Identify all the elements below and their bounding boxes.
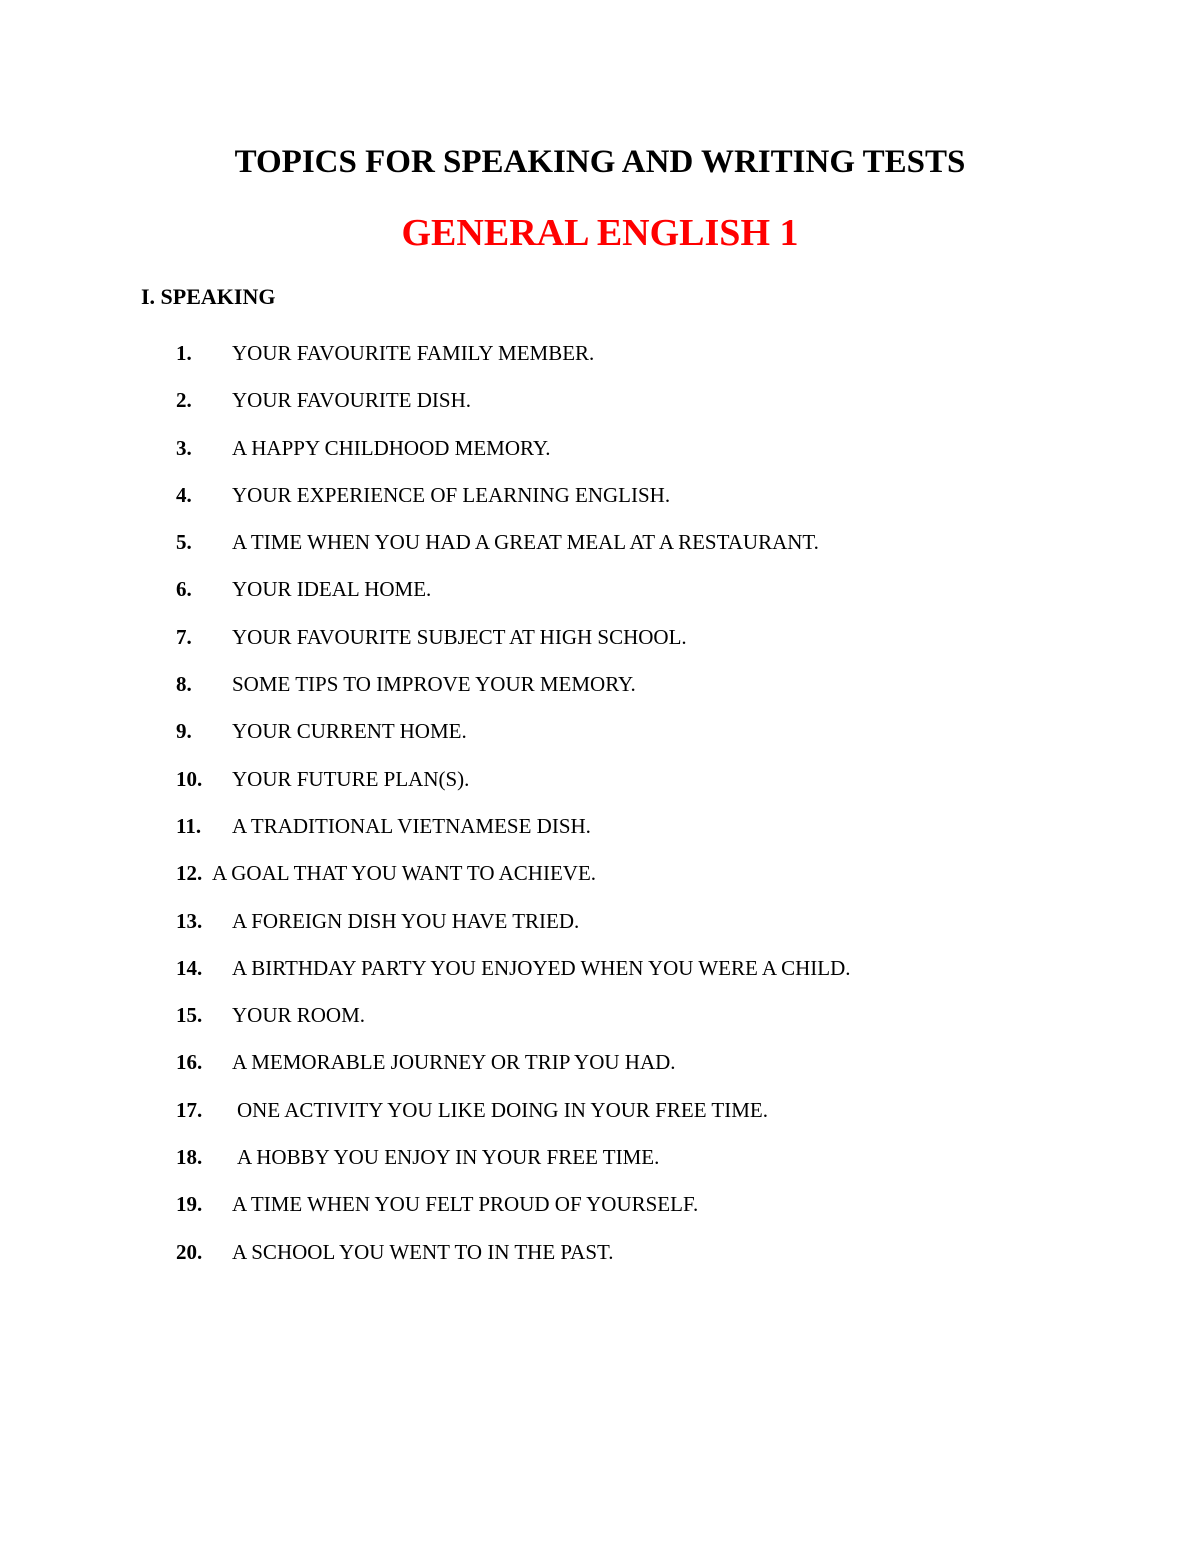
topic-number: 20. <box>176 1239 203 1264</box>
list-item <box>0 762 1200 809</box>
list-item <box>0 904 1200 951</box>
topic-text: A MEMORABLE JOURNEY OR TRIP YOU HAD. <box>232 1050 676 1075</box>
topic-number: 9. <box>176 719 192 744</box>
topic-text: YOUR ROOM. <box>232 1003 366 1028</box>
topic-number: 15. <box>176 1003 203 1028</box>
list-item <box>0 478 1200 525</box>
topic-number: 17. <box>176 1097 203 1122</box>
topic-text: YOUR FAVOURITE DISH. <box>232 388 471 413</box>
topic-number: 11. <box>176 813 202 838</box>
topic-text: YOUR CURRENT HOME. <box>232 719 467 744</box>
topic-text: SOME TIPS TO IMPROVE YOUR MEMORY. <box>232 672 636 697</box>
topic-list <box>0 336 1200 1282</box>
topic-number: 12. <box>176 861 203 886</box>
topic-text: A FOREIGN DISH YOU HAVE TRIED. <box>232 908 580 933</box>
list-item <box>0 525 1200 572</box>
topic-text: YOUR EXPERIENCE OF LEARNING ENGLISH. <box>232 482 671 507</box>
list-item <box>0 667 1200 714</box>
list-item <box>0 1187 1200 1234</box>
topic-number: 7. <box>176 624 192 649</box>
list-item <box>0 431 1200 478</box>
topic-text: YOUR IDEAL HOME. <box>232 577 432 602</box>
list-item <box>0 383 1200 430</box>
topic-number: 3. <box>176 435 192 460</box>
list-item <box>0 572 1200 619</box>
topic-text: A TRADITIONAL VIETNAMESE DISH. <box>232 813 591 838</box>
topic-number: 2. <box>176 388 192 413</box>
topic-number: 10. <box>176 766 203 791</box>
list-item <box>0 620 1200 667</box>
topic-number: 18. <box>176 1145 203 1170</box>
topic-text: A HOBBY YOU ENJOY IN YOUR FREE TIME. <box>237 1145 660 1170</box>
topic-number: 4. <box>176 482 192 507</box>
topic-number: 5. <box>176 530 192 555</box>
topic-number: 8. <box>176 672 192 697</box>
topic-text: YOUR FUTURE PLAN(S). <box>232 766 470 791</box>
topic-text: ONE ACTIVITY YOU LIKE DOING IN YOUR FREE TIME. <box>237 1097 768 1122</box>
topic-text: A BIRTHDAY PARTY YOU ENJOYED WHEN YOU WERE A CHILD. <box>232 955 851 980</box>
topic-text: A SCHOOL YOU WENT TO IN THE PAST. <box>232 1239 614 1264</box>
topic-text: A TIME WHEN YOU HAD A GREAT MEAL AT A RESTAURANT. <box>232 530 819 555</box>
list-item <box>0 1140 1200 1187</box>
topic-number: 16. <box>176 1050 203 1075</box>
topic-number: 13. <box>176 908 203 933</box>
topic-number: 1. <box>176 341 192 365</box>
topic-text: A TIME WHEN YOU FELT PROUD OF YOURSELF. <box>232 1192 699 1217</box>
page-subtitle: GENERAL ENGLISH 1 <box>401 212 799 254</box>
list-item <box>0 714 1200 761</box>
list-item <box>0 336 1200 383</box>
section-heading: I. SPEAKING <box>141 284 276 309</box>
list-item <box>0 809 1200 856</box>
page-title: TOPICS FOR SPEAKING AND WRITING TESTS <box>234 144 966 180</box>
topic-text: A GOAL THAT YOU WANT TO ACHIEVE. <box>212 861 597 886</box>
list-item <box>0 1235 1200 1282</box>
topic-text: YOUR FAVOURITE SUBJECT AT HIGH SCHOOL. <box>232 624 687 649</box>
list-item <box>0 998 1200 1045</box>
topic-number: 19. <box>176 1192 203 1217</box>
list-item <box>0 856 1200 903</box>
list-item <box>0 1045 1200 1092</box>
topic-text: YOUR FAVOURITE FAMILY MEMBER. <box>232 341 595 365</box>
topic-number: 6. <box>176 577 192 602</box>
list-item <box>0 951 1200 998</box>
list-item <box>0 1093 1200 1140</box>
topic-number: 14. <box>176 955 203 980</box>
topic-text: A HAPPY CHILDHOOD MEMORY. <box>232 435 551 460</box>
